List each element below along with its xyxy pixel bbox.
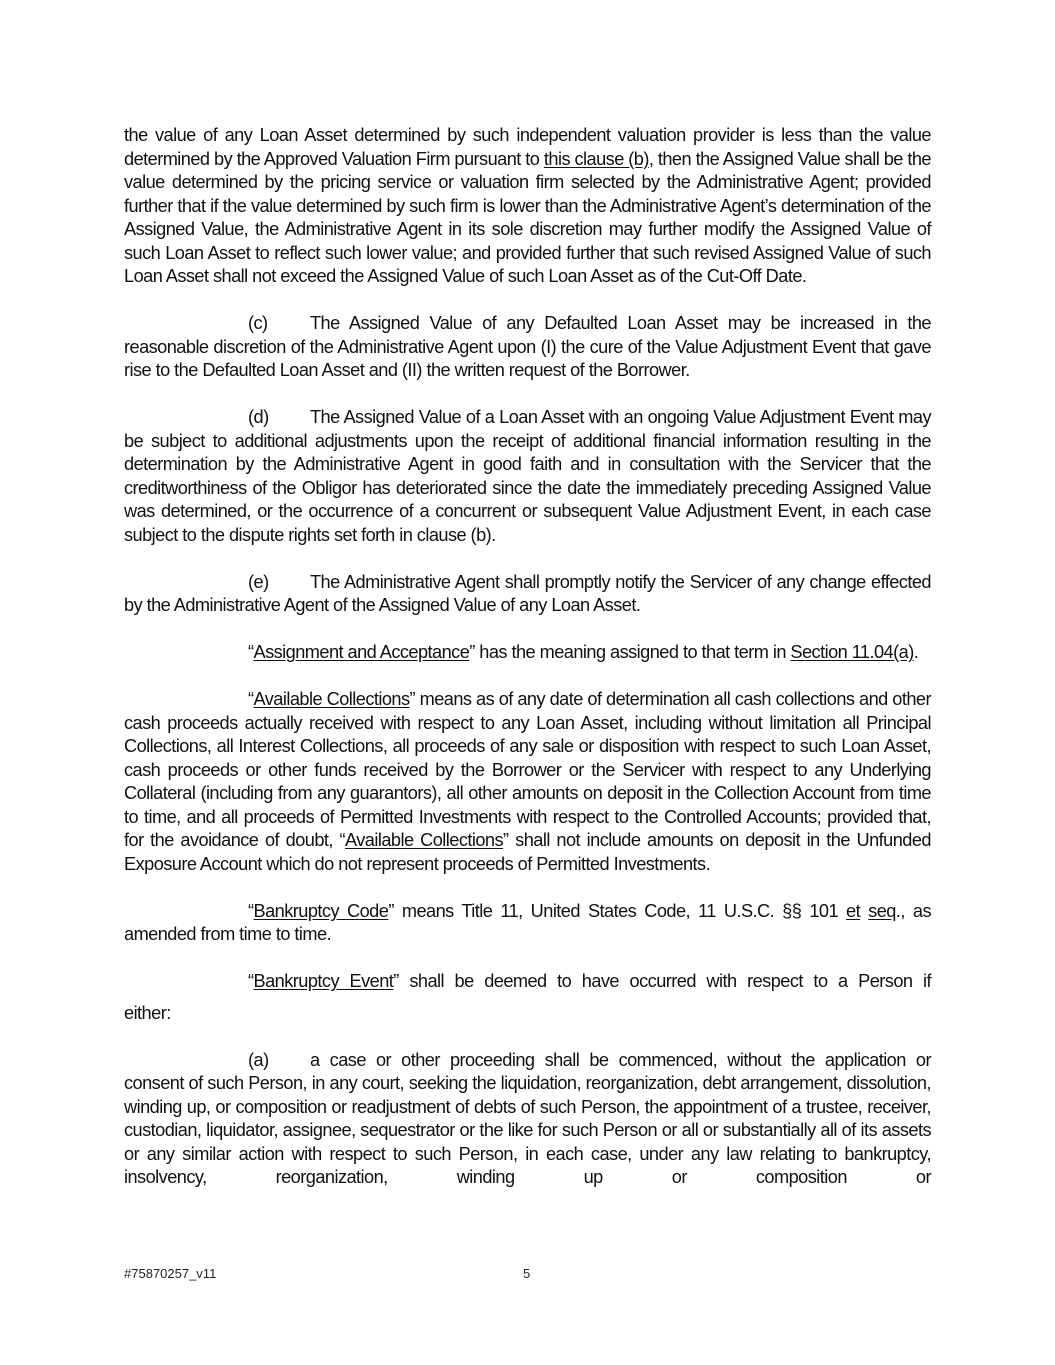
document-id: #75870257_v11 [124,1266,217,1281]
paragraph-assigned-value-continuation: the value of any Loan Asset determined by such independent valuation provider is less than the value determined by the Approved Valuation Firm pursuant to this clause (b), then the Assigned Value shall be the value determined by the pricing service or valuation firm selected by the Administrative Agent; provided further that if the value determined by such firm is lower than the Administrative Agent’s determination of the Assigned Value, the Administrative Agent in its sole discretion may further modify the Assigned Value of such Loan Asset to reflect such lower value; and provided further that such revised Assigned Value of such Loan Asset shall not exceed the Assigned Value of such Loan Asset as of the Cut-Off Date. [124,125,931,286]
definition-bankruptcy-event: “Bankruptcy Event” shall be deemed to have occurred with respect to a Person if [248,971,931,991]
page-number: 5 [523,1266,531,1281]
definition-bankruptcy-event-either: either: [124,1002,171,1023]
definition-bankruptcy-code: “Bankruptcy Code” means Title 11, United States Code, 11 U.S.C. §§ 101 et seq., as amended from time to time. [124,900,931,944]
clause-b-reference: this clause (b) [543,148,649,169]
definition-available-collections: “Available Collections” means as of any date of determination all cash collections and other cash proceeds actually received with respect to any Loan Asset, including without limitation all Principal Collections, all Interest Collections, all proceeds of any sale or disposition with respect to such Loan Asset, cash proceeds or other funds received by the Borrower or the Servicer with respect to any Underlying Collateral (including from any guarantors), all other amounts on deposit in the Collection Account from time to time, and all proceeds of Permitted Investments with respect to the Controlled Accounts; provided that, for the avoidance of doubt, “Available Collections” shall not include amounts on deposit in the Unfunded Exposure Account which do not represent proceeds of Permitted Investments. [124,689,931,874]
defined-term-reference: Available Collections [345,830,504,850]
defined-term: Bankruptcy Event [253,971,394,991]
paragraph-a: (a) a case or other proceeding shall be commenced, without the application or consent of such Person, in any court, seeking the liquidation, reorganization, debt arrangement, dissolution, winding up, or composition or readjustment of debts of such Person, the appointment of a trustee, receiver, custodian, liquidator, assignee, sequestrator or the like for such Person or all or substantially all of its assets or any similar action with respect to such Person, in each case, under any law relating to bankruptcy, insolvency, reorganization, winding up or composition or [124,1049,931,1187]
et-abbrev: et [846,900,861,921]
clause-number: (e) [248,571,269,592]
clause-number: (c) [248,313,268,333]
paragraph-e: (e) The Administrative Agent shall promptly notify the Servicer of any change effected by the Administrative Agent of the Assigned Value of any Loan Asset. [124,571,931,615]
defined-term: Bankruptcy Code [253,900,389,921]
section-reference: Section 11.04(a) [790,642,914,662]
clause-number: (d) [248,407,269,427]
defined-term: Available Collections [253,689,410,709]
document-page [124,124,931,1213]
clause-number: (a) [248,1049,269,1070]
paragraph-d: (d) The Assigned Value of a Loan Asset with an ongoing Value Adjustment Event may be subject to additional adjustments upon the receipt of additional financial information resulting in the determination by the Administrative Agent in good faith and in consultation with the Servicer that the creditworthiness of the Obligor has deteriorated since the date the immediately preceding Assigned Value was determined, or the occurrence of a concurrent or subsequent Value Adjustment Event, in each case subject to the dispute rights set forth in clause (b). [124,407,931,545]
seq-abbrev: seq [868,900,896,921]
paragraph-c: (c) The Assigned Value of any Defaulted Loan Asset may be increased in the reasonable discretion of the Administrative Agent upon (I) the cure of the Value Adjustment Event that gave rise to the Defaulted Loan Asset and (II) the written request of the Borrower. [124,313,931,380]
defined-term: Assignment and Acceptance [253,642,470,662]
definition-assignment-and-acceptance: “Assignment and Acceptance” has the meaning assigned to that term in Section 11.04(a). [248,642,919,662]
